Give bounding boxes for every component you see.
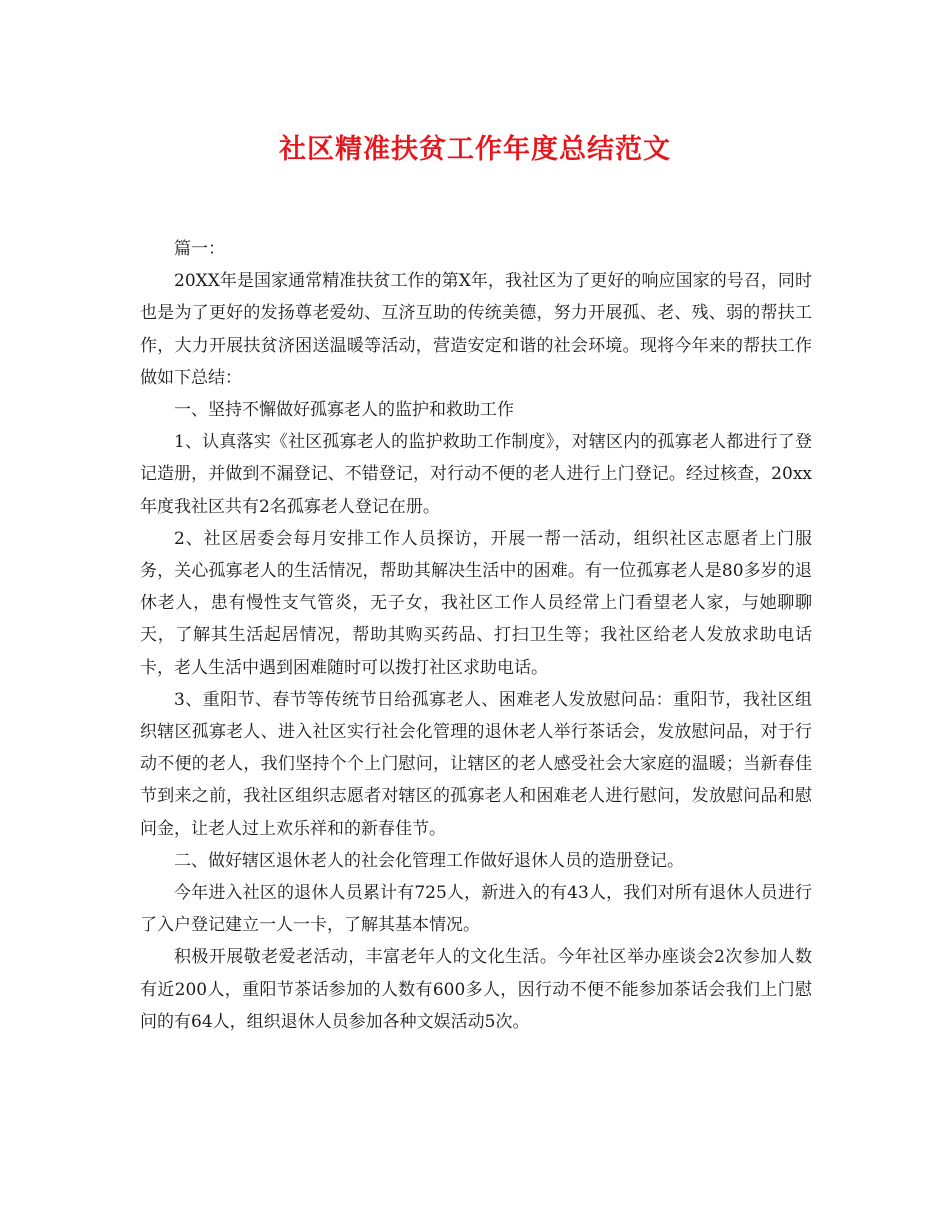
paragraph-item-2: 2、社区居委会每月安排工作人员探访，开展一帮一活动，组织社区志愿者上门服务，关心孤寡老人的生活情况，帮助其解决生活中的困难。有一位孤寡老人是80多岁的退休老人，患有慢性支气管炎，无子女，我社区工作人员经常上门看望老人家，与她聊聊天，了解其生活起居情况，帮助其购买药品、打扫卫生等；我社区给老人发放求助电话卡，老人生活中遇到困难随时可以拨打社区求助电话。 [140, 528, 812, 678]
heading-part-two: 二、做好辖区退休老人的社会化管理工作做好退休人员的造册登记。 [174, 850, 684, 871]
paragraph-retirees: 今年进入社区的退休人员累计有725人，新进入的有43人，我们对所有退休人员进行了入户登记建立一人一卡，了解其基本情况。 [140, 883, 812, 936]
paragraph-intro: 20XX年是国家通常精准扶贫工作的第X年，我社区为了更好的响应国家的号召，同时也是为了更好的发扬尊老爱幼、互济互助的传统美德，努力开展孤、老、残、弱的帮扶工作，大力开展扶贫济困送温暖等活动，营造安定和谐的社会环境。现将今年来的帮扶工作做如下总结： [140, 271, 812, 388]
paragraph-activities: 积极开展敬老爱老活动，丰富老年人的文化生活。今年社区举办座谈会2次参加人数有近200人，重阳节茶话参加的人数有600多人，因行动不便不能参加茶话会我们上门慰问的有64人，组织退休人员参加各种文娱活动5次。 [140, 947, 812, 1032]
paragraph-item-3: 3、重阳节、春节等传统节日给孤寡老人、困难老人发放慰问品：重阳节，我社区组织辖区孤寡老人、进入社区实行社会化管理的退休老人举行茶话会，发放慰问品，对于行动不便的老人，我们坚持个个上门慰问，让辖区的老人感受社会大家庭的温暖；当新春佳节到来之前，我社区组织志愿者对辖区的孤寡老人和困难老人进行慰问，发放慰问品和慰问金，让老人过上欢乐祥和的新春佳节。 [140, 689, 812, 839]
heading-part-one: 一、坚持不懈做好孤寡老人的监护和救助工作 [174, 400, 514, 421]
document-body [140, 233, 812, 1038]
paragraph-section-label: 篇一： [174, 239, 225, 259]
paragraph-item-1: 1、认真落实《社区孤寡老人的监护救助工作制度》，对辖区内的孤寡老人都进行了登记造册，并做到不漏登记、不错登记，对行动不便的老人进行上门登记。经过核查，20xx年度我社区共有2名孤寡老人登记在册。 [140, 432, 812, 517]
document-title: 社区精准扶贫工作年度总结范文 [279, 134, 671, 165]
